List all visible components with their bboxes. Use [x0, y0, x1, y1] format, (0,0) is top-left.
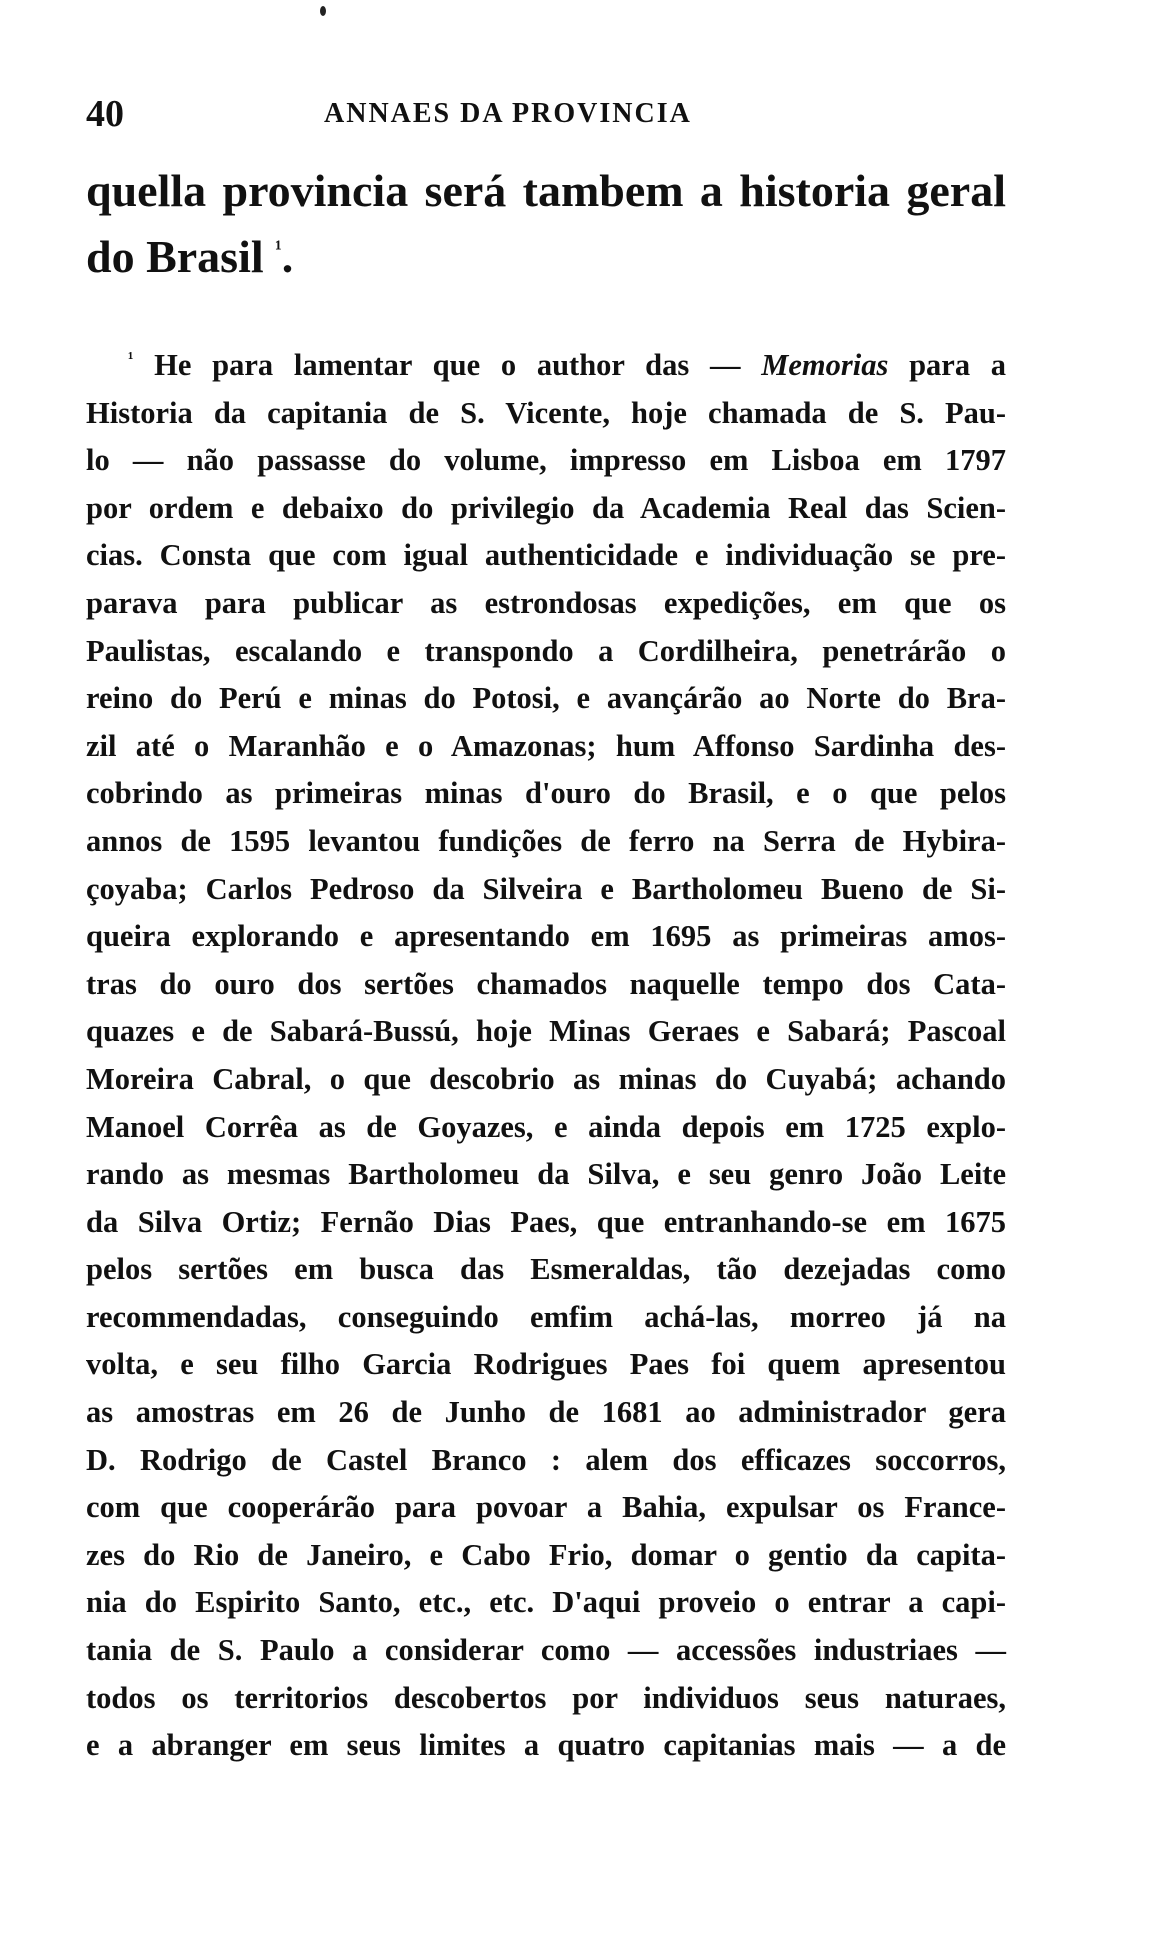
footnote-reference: ¹	[275, 235, 282, 261]
footnote-line: cias. Consta que com igual authenticidade e individuação se pre-	[86, 538, 1006, 573]
footnote-line: parava para publicar as estrondosas expedições, em que os	[86, 585, 1006, 620]
body-line: quella provincia será tambem a historia geral	[86, 165, 1006, 216]
footnote-line: cobrindo as primeiras minas d'ouro do Brasil, e o que pelos	[86, 776, 1006, 811]
footnote-line: e a abranger em seus limites a quatro capitanias mais — a de	[86, 1728, 1006, 1763]
body-line-end: .	[281, 231, 294, 282]
footnote-line: quazes e de Sabará-Bussú, hoje Minas Geraes e Sabará; Pascoal	[86, 1014, 1006, 1049]
footnote-line: rando as mesmas Bartholomeu da Silva, e seu genro João Leite	[86, 1157, 1006, 1192]
footnote-italic-title: Memorias	[761, 348, 889, 382]
footnote-line: D. Rodrigo de Castel Branco : alem dos efficazes soccorros,	[86, 1442, 1006, 1477]
page-number: 40	[86, 93, 124, 135]
footnote-line: Moreira Cabral, o que descobrio as minas do Cuyabá; achando	[86, 1061, 1006, 1096]
footnote-line: zes do Rio de Janeiro, e Cabo Frio, domar o gentio da capita-	[86, 1537, 1006, 1572]
ink-speck	[320, 6, 326, 16]
footnote-line: Paulistas, escalando e transpondo a Cordilheira, penetrárão o	[86, 633, 1006, 668]
footnote-marker: ¹	[128, 347, 134, 368]
footnote-line: reino do Perú e minas do Potosi, e avançárão ao Norte do Bra-	[86, 681, 1006, 716]
footnote-line: recommendadas, conseguindo emfim achá-las, morreo já na	[86, 1299, 1006, 1334]
footnote-text: He para lamentar que o author das —	[154, 348, 741, 382]
footnote-line: pelos sertões em busca das Esmeraldas, tão dezejadas como	[86, 1252, 1006, 1287]
footnote-line: todos os territorios descobertos por individuos seus naturaes,	[86, 1680, 1006, 1715]
footnote-line: lo — não passasse do volume, impresso em Lisboa em 1797	[86, 443, 1006, 478]
body-line-text: do Brasil	[86, 231, 264, 282]
footnote-line: tras do ouro dos sertões chamados naquelle tempo dos Cata-	[86, 966, 1006, 1001]
running-head	[86, 92, 996, 135]
footnote-line: por ordem e debaixo do privilegio da Academia Real das Scien-	[86, 490, 1006, 525]
footnote-line: da Silva Ortiz; Fernão Dias Paes, que entranhando-se em 1675	[86, 1204, 1006, 1239]
footnote-line: zil até o Maranhão e o Amazonas; hum Affonso Sardinha des-	[86, 728, 1006, 763]
footnote-line: annos de 1595 levantou fundições de ferro na Serra de Hybira-	[86, 823, 1006, 858]
footnote	[86, 342, 1006, 1770]
footnote-line: Historia da capitania de S. Vicente, hoje chamada de S. Pau-	[86, 395, 1006, 430]
body-text	[86, 158, 1006, 290]
footnote-line: com que cooperárão para povoar a Bahia, expulsar os France-	[86, 1490, 1006, 1525]
footnote-line: nia do Espirito Santo, etc., etc. D'aqui proveio o entrar a capi-	[86, 1585, 1006, 1620]
footnote-line: Manoel Corrêa as de Goyazes, e ainda depois em 1725 explo-	[86, 1109, 1006, 1144]
footnote-text: para a	[909, 348, 1007, 382]
footnote-line: tania de S. Paulo a considerar como — accessões industriaes —	[86, 1633, 1006, 1668]
body-line	[86, 224, 1006, 290]
footnote-line: volta, e seu filho Garcia Rodrigues Paes foi quem apresentou	[86, 1347, 1006, 1382]
footnote-line: as amostras em 26 de Junho de 1681 ao administrador gera	[86, 1395, 1006, 1430]
running-head-title: ANNAES DA PROVINCIA	[324, 98, 692, 129]
footnote-line: queira explorando e apresentando em 1695 as primeiras amos-	[86, 919, 1006, 954]
footnote-line: çoyaba; Carlos Pedroso da Silveira e Bartholomeu Bueno de Si-	[86, 871, 1006, 906]
footnote-line	[86, 342, 1006, 390]
